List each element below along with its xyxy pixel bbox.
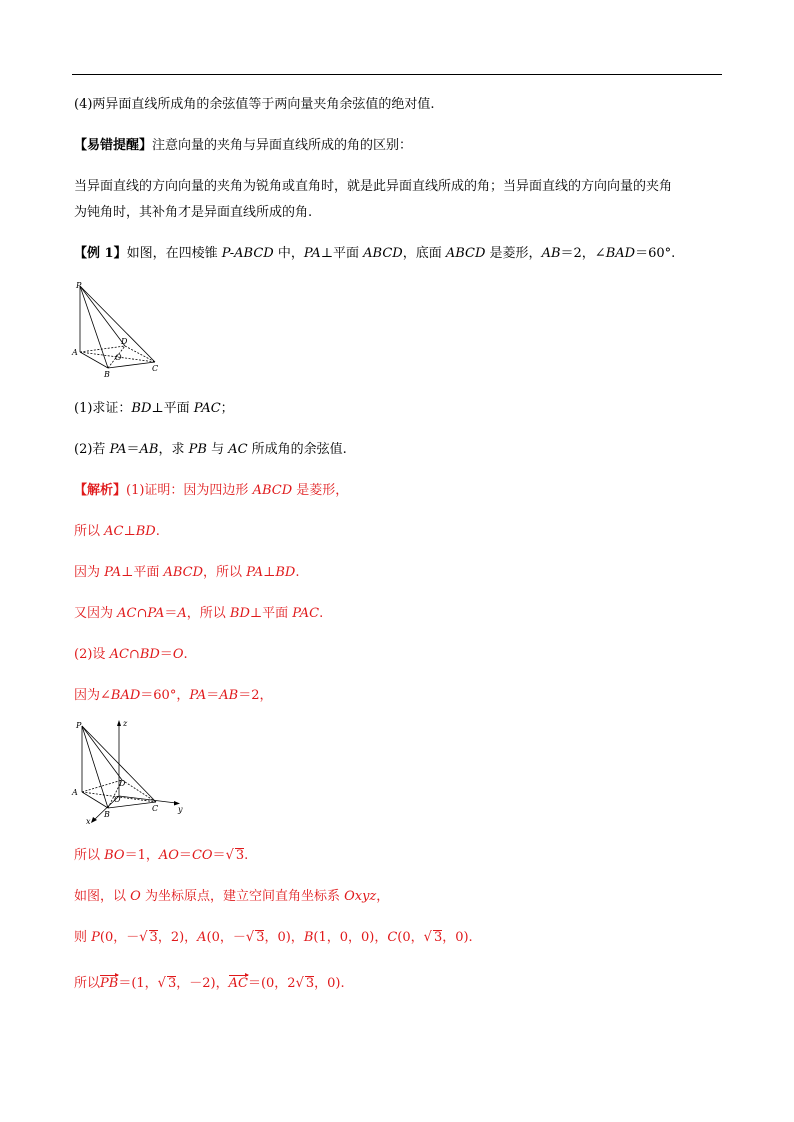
solution-line-10	[74, 975, 345, 993]
math-var: BAD	[605, 246, 636, 261]
math-var: PA	[303, 246, 321, 261]
tip-line-2: 为钝角时，其补角才是异面直线所成的角.	[74, 205, 313, 220]
example-text: 如图，在四棱锥	[126, 246, 222, 261]
q-text: 所成角的余弦值.	[247, 442, 347, 457]
math-var: AB	[139, 442, 159, 457]
sol-text: .	[244, 848, 249, 863]
q-text: (2)若	[74, 442, 110, 457]
sol-text: (2)设	[74, 647, 110, 662]
tip-text: 注意向量的夹角与异面直线所成的角的区别：	[152, 138, 413, 153]
tip-line-1: 当异面直线的方向向量的夹角为锐角或直角时，就是此异面直线所成的角；当异面直线的方向向量的夹角	[74, 179, 673, 194]
math-var: PB	[188, 442, 207, 457]
question-1	[74, 400, 234, 418]
sol-text: ＝1，	[124, 848, 159, 863]
sqrt-value: 3	[149, 930, 158, 945]
math-var: AC	[117, 606, 137, 621]
sol-text: ＝	[159, 647, 173, 662]
sol-text: ，－2)，	[176, 976, 229, 991]
vector-pb: PB	[100, 976, 119, 991]
sol-text: ⊥平面	[249, 606, 293, 621]
vector-ac: AC	[228, 976, 248, 991]
label-d: D	[119, 779, 126, 788]
math-var: ABCD	[252, 483, 293, 498]
label-b: B	[104, 370, 110, 379]
math-var: BAD	[110, 688, 141, 703]
header-rule	[72, 74, 722, 75]
sqrt-value: 3	[256, 930, 265, 945]
sol-text: ∩	[128, 647, 140, 662]
label-c: C	[152, 364, 159, 373]
sol-text: ∩	[136, 606, 148, 621]
math-var: PA	[109, 442, 127, 457]
example-text: 中，	[273, 246, 304, 261]
math-var: AC	[109, 647, 129, 662]
sol-text: .	[319, 606, 324, 621]
solution-line-2	[74, 523, 160, 541]
sol-text: .	[183, 647, 188, 662]
sol-text: 因为∠	[74, 688, 111, 703]
math-var: ABCD	[363, 246, 403, 261]
example-label: 【例 1】	[74, 246, 127, 261]
math-var: PA	[189, 688, 207, 703]
sol-text: (0，－	[99, 930, 140, 945]
math-var: PA	[104, 565, 122, 580]
sqrt-value: 3	[305, 976, 315, 991]
sol-text: (0，	[397, 930, 424, 945]
sol-text: ⊥	[123, 524, 136, 539]
math-var: BD	[139, 647, 160, 662]
example-text: ，底面	[402, 246, 446, 261]
sqrt-sign: √	[295, 975, 304, 992]
label-d: D	[121, 337, 128, 346]
solution-line-3	[74, 564, 299, 582]
sqrt-value: 3	[433, 930, 443, 945]
label-p: P	[76, 281, 82, 290]
math-var: PA	[246, 565, 264, 580]
sqrt-value: 3	[167, 976, 177, 991]
label-o: O	[115, 353, 122, 362]
sol-text: 为坐标原点，建立空间直角坐标系	[140, 889, 345, 904]
sol-text: ，0)，	[264, 930, 304, 945]
sol-text: ，0).	[442, 930, 473, 945]
pyramid-figure-1	[70, 280, 170, 380]
math-var: O	[172, 647, 184, 662]
axis-z-label: z	[123, 719, 128, 728]
sqrt-value: 3	[235, 848, 245, 863]
q-text: ，求	[158, 442, 189, 457]
sqrt-sign: √	[245, 929, 255, 946]
solution-line-6	[74, 687, 273, 705]
example-text: ＝2，∠	[560, 246, 606, 261]
label-a: A	[72, 348, 78, 357]
pyramid-figure-2	[70, 716, 190, 828]
sol-text: 因为	[74, 565, 105, 580]
math-var: A	[197, 930, 207, 945]
math-var: ABCD	[163, 565, 204, 580]
math-var: BD	[131, 401, 152, 416]
label-a: A	[72, 788, 78, 797]
math-var: PAC	[292, 606, 320, 621]
math-var: AC	[228, 442, 248, 457]
sol-text: ，0).	[314, 976, 345, 991]
sol-text: ，所以	[186, 606, 230, 621]
math-var: P-ABCD	[221, 246, 274, 261]
sol-text: 所以	[74, 524, 105, 539]
sqrt-sign: √	[225, 847, 234, 864]
sol-text: ，	[376, 889, 390, 904]
solution-line-5	[74, 646, 188, 664]
math-var: BD	[135, 524, 156, 539]
sol-text: ＝	[178, 848, 192, 863]
example-statement	[74, 245, 675, 263]
sol-text: (1，0，0)，	[313, 930, 388, 945]
q-text: ＝	[126, 442, 140, 457]
math-var: AO	[158, 848, 179, 863]
math-var: C	[387, 930, 398, 945]
sol-text: ＝	[206, 688, 220, 703]
axis-y-label: y	[178, 805, 183, 814]
item-4-text: (4)两异面直线所成角的余弦值等于两向量夹角余弦值的绝对值.	[74, 97, 435, 112]
sol-text: ⊥平面	[121, 565, 164, 580]
sol-text: ，2)，	[157, 930, 198, 945]
solution-line-9	[74, 929, 473, 947]
math-var: BD	[275, 565, 296, 580]
sqrt-sign: √	[139, 929, 148, 946]
sol-text: ⊥	[263, 565, 276, 580]
sol-text: ＝2，	[238, 688, 273, 703]
solution-label: 【解析】	[74, 483, 127, 498]
tip-paragraph	[74, 137, 412, 155]
sol-text: 又因为	[74, 606, 118, 621]
math-var: A	[177, 606, 187, 621]
sol-text: ＝	[164, 606, 178, 621]
solution-line-8	[74, 888, 389, 906]
question-2	[74, 441, 347, 459]
math-var: ABCD	[445, 246, 486, 261]
label-p: P	[76, 721, 82, 730]
sol-text: (0，－	[206, 930, 246, 945]
math-var: BD	[229, 606, 250, 621]
tip-label: 【易错提醒】	[74, 138, 153, 153]
solution-line-4	[74, 605, 323, 623]
sol-text: ＝(0，2	[247, 976, 296, 991]
math-var: B	[303, 930, 314, 945]
sol-text: ＝(1，	[118, 976, 158, 991]
solution-line-1	[74, 482, 348, 500]
q-text: (1)求证：	[74, 401, 132, 416]
math-var: AC	[104, 524, 124, 539]
math-var: AB	[541, 246, 561, 261]
axis-x-label: x	[86, 817, 91, 826]
solution-line-7	[74, 847, 248, 865]
sqrt-sign: √	[423, 929, 432, 946]
example-text: 是菱形，	[485, 246, 542, 261]
label-c: C	[152, 804, 159, 813]
q-text: ⊥平面	[151, 401, 194, 416]
math-var: PAC	[193, 401, 221, 416]
sol-text: ，所以	[203, 565, 247, 580]
sol-text: 则	[74, 930, 92, 945]
label-b: B	[104, 810, 110, 819]
sol-text: 所以	[74, 976, 101, 991]
sol-text: ＝	[212, 848, 226, 863]
sqrt-sign: √	[157, 975, 166, 992]
math-var: AB	[219, 688, 239, 703]
q-text: 与	[206, 442, 229, 457]
math-var: CO	[191, 848, 213, 863]
sol-text: .	[155, 524, 160, 539]
math-var: PA	[147, 606, 165, 621]
sol-text: .	[295, 565, 300, 580]
example-text: ⊥平面	[320, 246, 364, 261]
q-text: ；	[220, 401, 234, 416]
sol-text: 如图，以	[74, 889, 131, 904]
example-text: ＝60°.	[635, 246, 676, 261]
label-o: O	[114, 795, 121, 804]
math-var: P	[91, 930, 100, 945]
math-var: Oxyz	[344, 889, 377, 904]
sol-text: 所以	[74, 848, 105, 863]
sol-text: ＝60°，	[140, 688, 190, 703]
sol-text: (1)证明：因为四边形	[126, 483, 253, 498]
math-var: O	[130, 889, 141, 904]
sol-text: 是菱形，	[292, 483, 349, 498]
math-var: BO	[104, 848, 125, 863]
